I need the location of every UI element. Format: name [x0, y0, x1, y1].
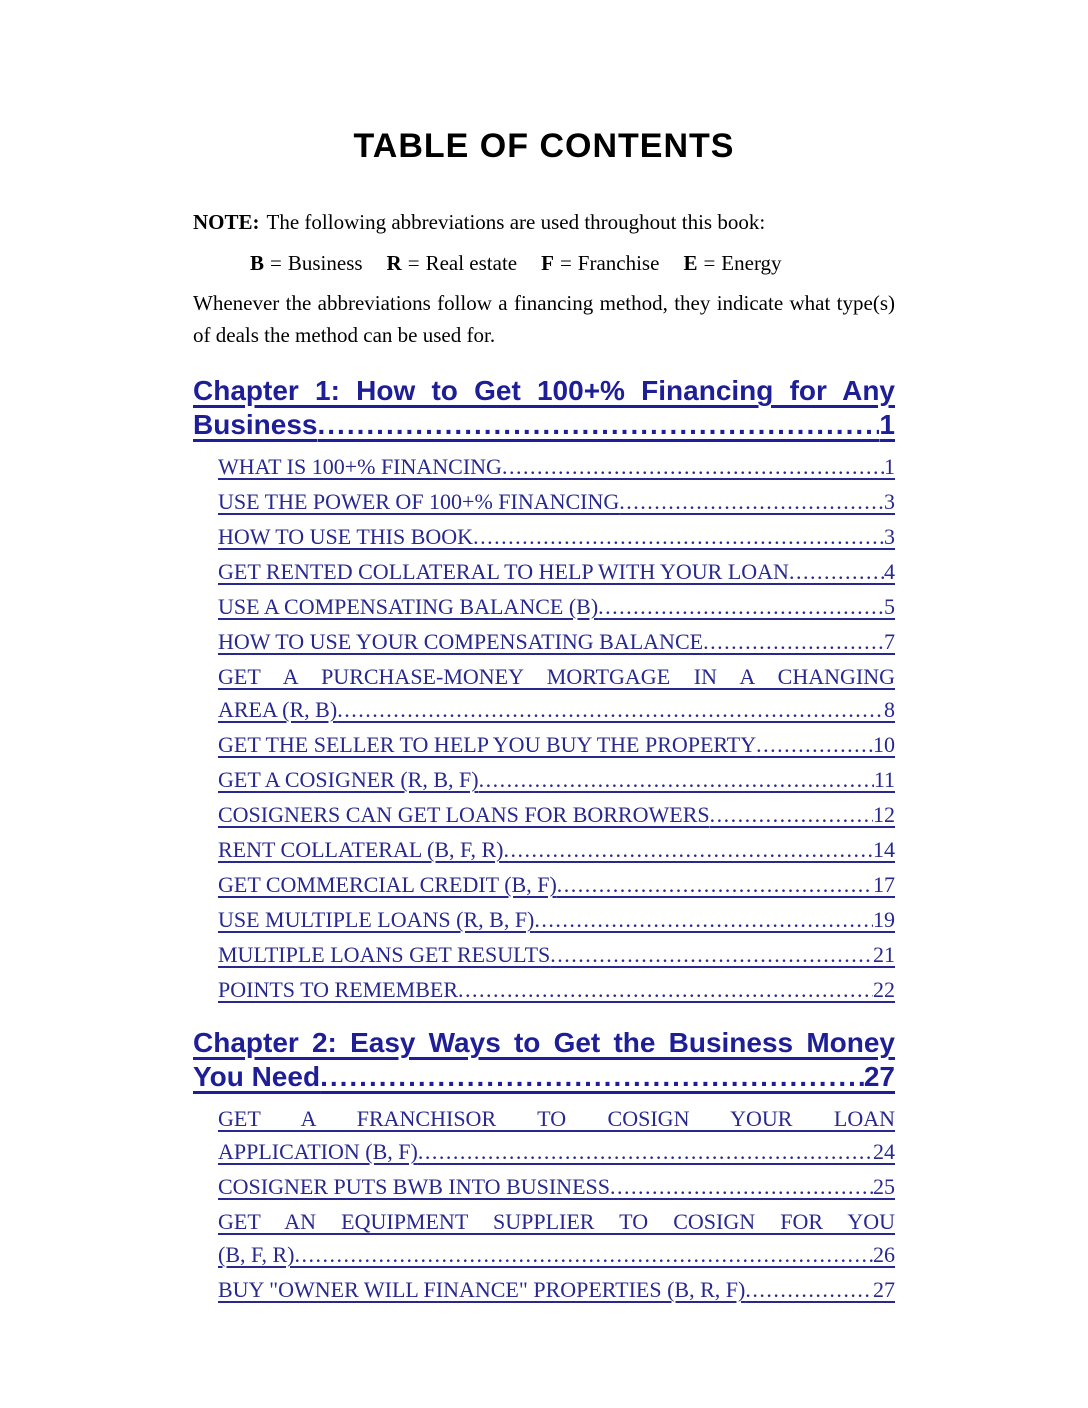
toc-entry-link[interactable] [218, 488, 895, 515]
toc-entry-link[interactable] [218, 941, 895, 968]
dot-leader [418, 1138, 873, 1165]
entry-text-line1: GET A PURCHASE-MONEY MORTGAGE IN A CHANGING [218, 664, 895, 689]
abbreviations-line [193, 247, 895, 279]
abbreviation-letter: E [683, 251, 698, 275]
toc-entry-link[interactable] [218, 1173, 895, 1200]
dot-leader [320, 1060, 864, 1094]
abbreviation-letter: R [386, 251, 402, 275]
abbreviation-item [250, 251, 363, 275]
note-text: The following abbreviations are used throughout this book: [266, 210, 766, 234]
entry-text: HOW TO USE YOUR COMPENSATING BALANCE [218, 629, 704, 654]
abbreviation-item [683, 251, 781, 275]
entry-text: APPLICATION (B, F) [218, 1139, 418, 1164]
note-paragraph [193, 206, 895, 238]
dot-leader [789, 558, 884, 585]
equals-sign: = [270, 251, 282, 275]
page-title: TABLE OF CONTENTS [353, 127, 735, 165]
chapter-page-number: 27 [863, 1061, 895, 1092]
chapter-heading-line2: Business [193, 409, 318, 440]
toc-entry-link[interactable] [218, 1105, 895, 1165]
entry-page-number: 10 [873, 732, 895, 757]
dot-leader [550, 941, 873, 968]
entry-text: GET RENTED COLLATERAL TO HELP WITH YOUR LOAN [218, 559, 789, 584]
entry-page-number: 11 [873, 767, 895, 792]
entry-page-number: 26 [873, 1242, 895, 1267]
abbreviation-item [387, 251, 518, 275]
chapter-heading-line1: Chapter 1: How to Get 100+% Financing for Any [193, 375, 895, 406]
toc-page [193, 0, 895, 1303]
equals-sign: = [559, 251, 572, 275]
entry-text: USE MULTIPLE LOANS (R, B, F) [218, 907, 535, 932]
entry-page-number: 3 [884, 489, 895, 514]
abbreviation-item [541, 251, 659, 275]
entry-text: COSIGNERS CAN GET LOANS FOR BORROWERS [218, 802, 710, 827]
entry-page-number: 17 [873, 872, 895, 897]
entry-text-line1: GET AN EQUIPMENT SUPPLIER TO COSIGN FOR YOU [218, 1209, 895, 1234]
entry-page-number: 1 [884, 454, 895, 479]
dot-leader [745, 1276, 873, 1303]
entry-page-number: 14 [873, 837, 895, 862]
entry-text: AREA (R, B) [218, 697, 338, 722]
chapter-2-entries [193, 1105, 895, 1303]
dot-leader [710, 801, 873, 828]
entry-page-number: 12 [873, 802, 895, 827]
abbreviation-letter: B [250, 251, 265, 275]
toc-entry-link[interactable] [218, 453, 895, 480]
note-label: NOTE: [193, 210, 260, 234]
toc-entry-link[interactable] [218, 558, 895, 585]
toc-entry-link[interactable] [218, 1276, 895, 1303]
abbreviation-meaning: Energy [721, 251, 782, 275]
equals-sign: = [703, 251, 716, 275]
dot-leader [479, 766, 874, 793]
dot-leader [619, 488, 884, 515]
entry-page-number: 24 [873, 1139, 895, 1164]
toc-entry-link[interactable] [218, 663, 895, 723]
dot-leader [318, 408, 880, 442]
entry-page-number: 21 [873, 942, 895, 967]
toc-entry-link[interactable] [218, 766, 895, 793]
toc-entry-link[interactable] [218, 801, 895, 828]
entry-text: POINTS TO REMEMBER [218, 977, 459, 1002]
entry-page-number: 25 [873, 1174, 895, 1199]
entry-page-number: 19 [873, 907, 895, 932]
entry-page-number: 3 [884, 524, 895, 549]
chapter-heading-line1: Chapter 2: Easy Ways to Get the Business Money [193, 1027, 895, 1058]
dot-leader [534, 906, 873, 933]
toc-entry-link[interactable] [218, 1208, 895, 1268]
entry-page-number: 7 [884, 629, 895, 654]
entry-page-number: 8 [884, 697, 895, 722]
dot-leader [294, 1241, 873, 1268]
dot-leader [473, 523, 884, 550]
toc-entry-link[interactable] [218, 976, 895, 1003]
toc-entry-link[interactable] [218, 628, 895, 655]
entry-text-line1: GET A FRANCHISOR TO COSIGN YOUR LOAN [218, 1106, 895, 1131]
entry-text: BUY "OWNER WILL FINANCE" PROPERTIES (B, R, F) [218, 1277, 746, 1302]
entry-text: GET COMMERCIAL CREDIT (B, F) [218, 872, 557, 897]
entry-text: GET A COSIGNER (R, B, F) [218, 767, 479, 792]
note-explanation: Whenever the abbreviations follow a financing method, they indicate what type(s) of deals the method can be used for. [193, 291, 895, 347]
toc-entry-link[interactable] [218, 906, 895, 933]
chapter-heading-line2: You Need [193, 1061, 321, 1092]
abbreviation-meaning: Real estate [425, 251, 518, 275]
entry-text: USE THE POWER OF 100+% FINANCING [218, 489, 620, 514]
chapter-2-heading-link[interactable] [193, 1026, 895, 1094]
entry-text: (B, F, R) [218, 1242, 295, 1267]
entry-text: RENT COLLATERAL (B, F, R) [218, 837, 504, 862]
toc-entry-link[interactable] [218, 523, 895, 550]
dot-leader [756, 731, 873, 758]
entry-text: USE A COMPENSATING BALANCE (B) [218, 594, 599, 619]
entry-page-number: 27 [873, 1277, 895, 1302]
entry-text: MULTIPLE LOANS GET RESULTS [218, 942, 551, 967]
abbreviation-letter: F [541, 251, 554, 275]
abbreviation-meaning: Franchise [577, 251, 660, 275]
toc-entry-link[interactable] [218, 871, 895, 898]
equals-sign: = [407, 251, 420, 275]
dot-leader [337, 696, 884, 723]
chapter-1-heading-link[interactable] [193, 374, 895, 442]
dot-leader [503, 836, 873, 863]
entry-text: HOW TO USE THIS BOOK [218, 524, 474, 549]
toc-entry-link[interactable] [218, 836, 895, 863]
chapter-1-entries [193, 453, 895, 1003]
dot-leader [458, 976, 873, 1003]
entry-page-number: 4 [884, 559, 895, 584]
dot-leader [598, 593, 884, 620]
dot-leader [502, 453, 884, 480]
dot-leader [703, 628, 884, 655]
dot-leader [610, 1173, 873, 1200]
abbreviation-meaning: Business [287, 251, 363, 275]
entry-text: COSIGNER PUTS BWB INTO BUSINESS [218, 1174, 610, 1199]
entry-text: WHAT IS 100+% FINANCING [218, 454, 502, 479]
toc-entry-link[interactable] [218, 731, 895, 758]
chapter-page-number: 1 [879, 409, 895, 440]
toc-entry-link[interactable] [218, 593, 895, 620]
entry-text: GET THE SELLER TO HELP YOU BUY THE PROPERTY [218, 732, 757, 757]
dot-leader [557, 871, 873, 898]
entry-page-number: 5 [884, 594, 895, 619]
entry-page-number: 22 [873, 977, 895, 1002]
